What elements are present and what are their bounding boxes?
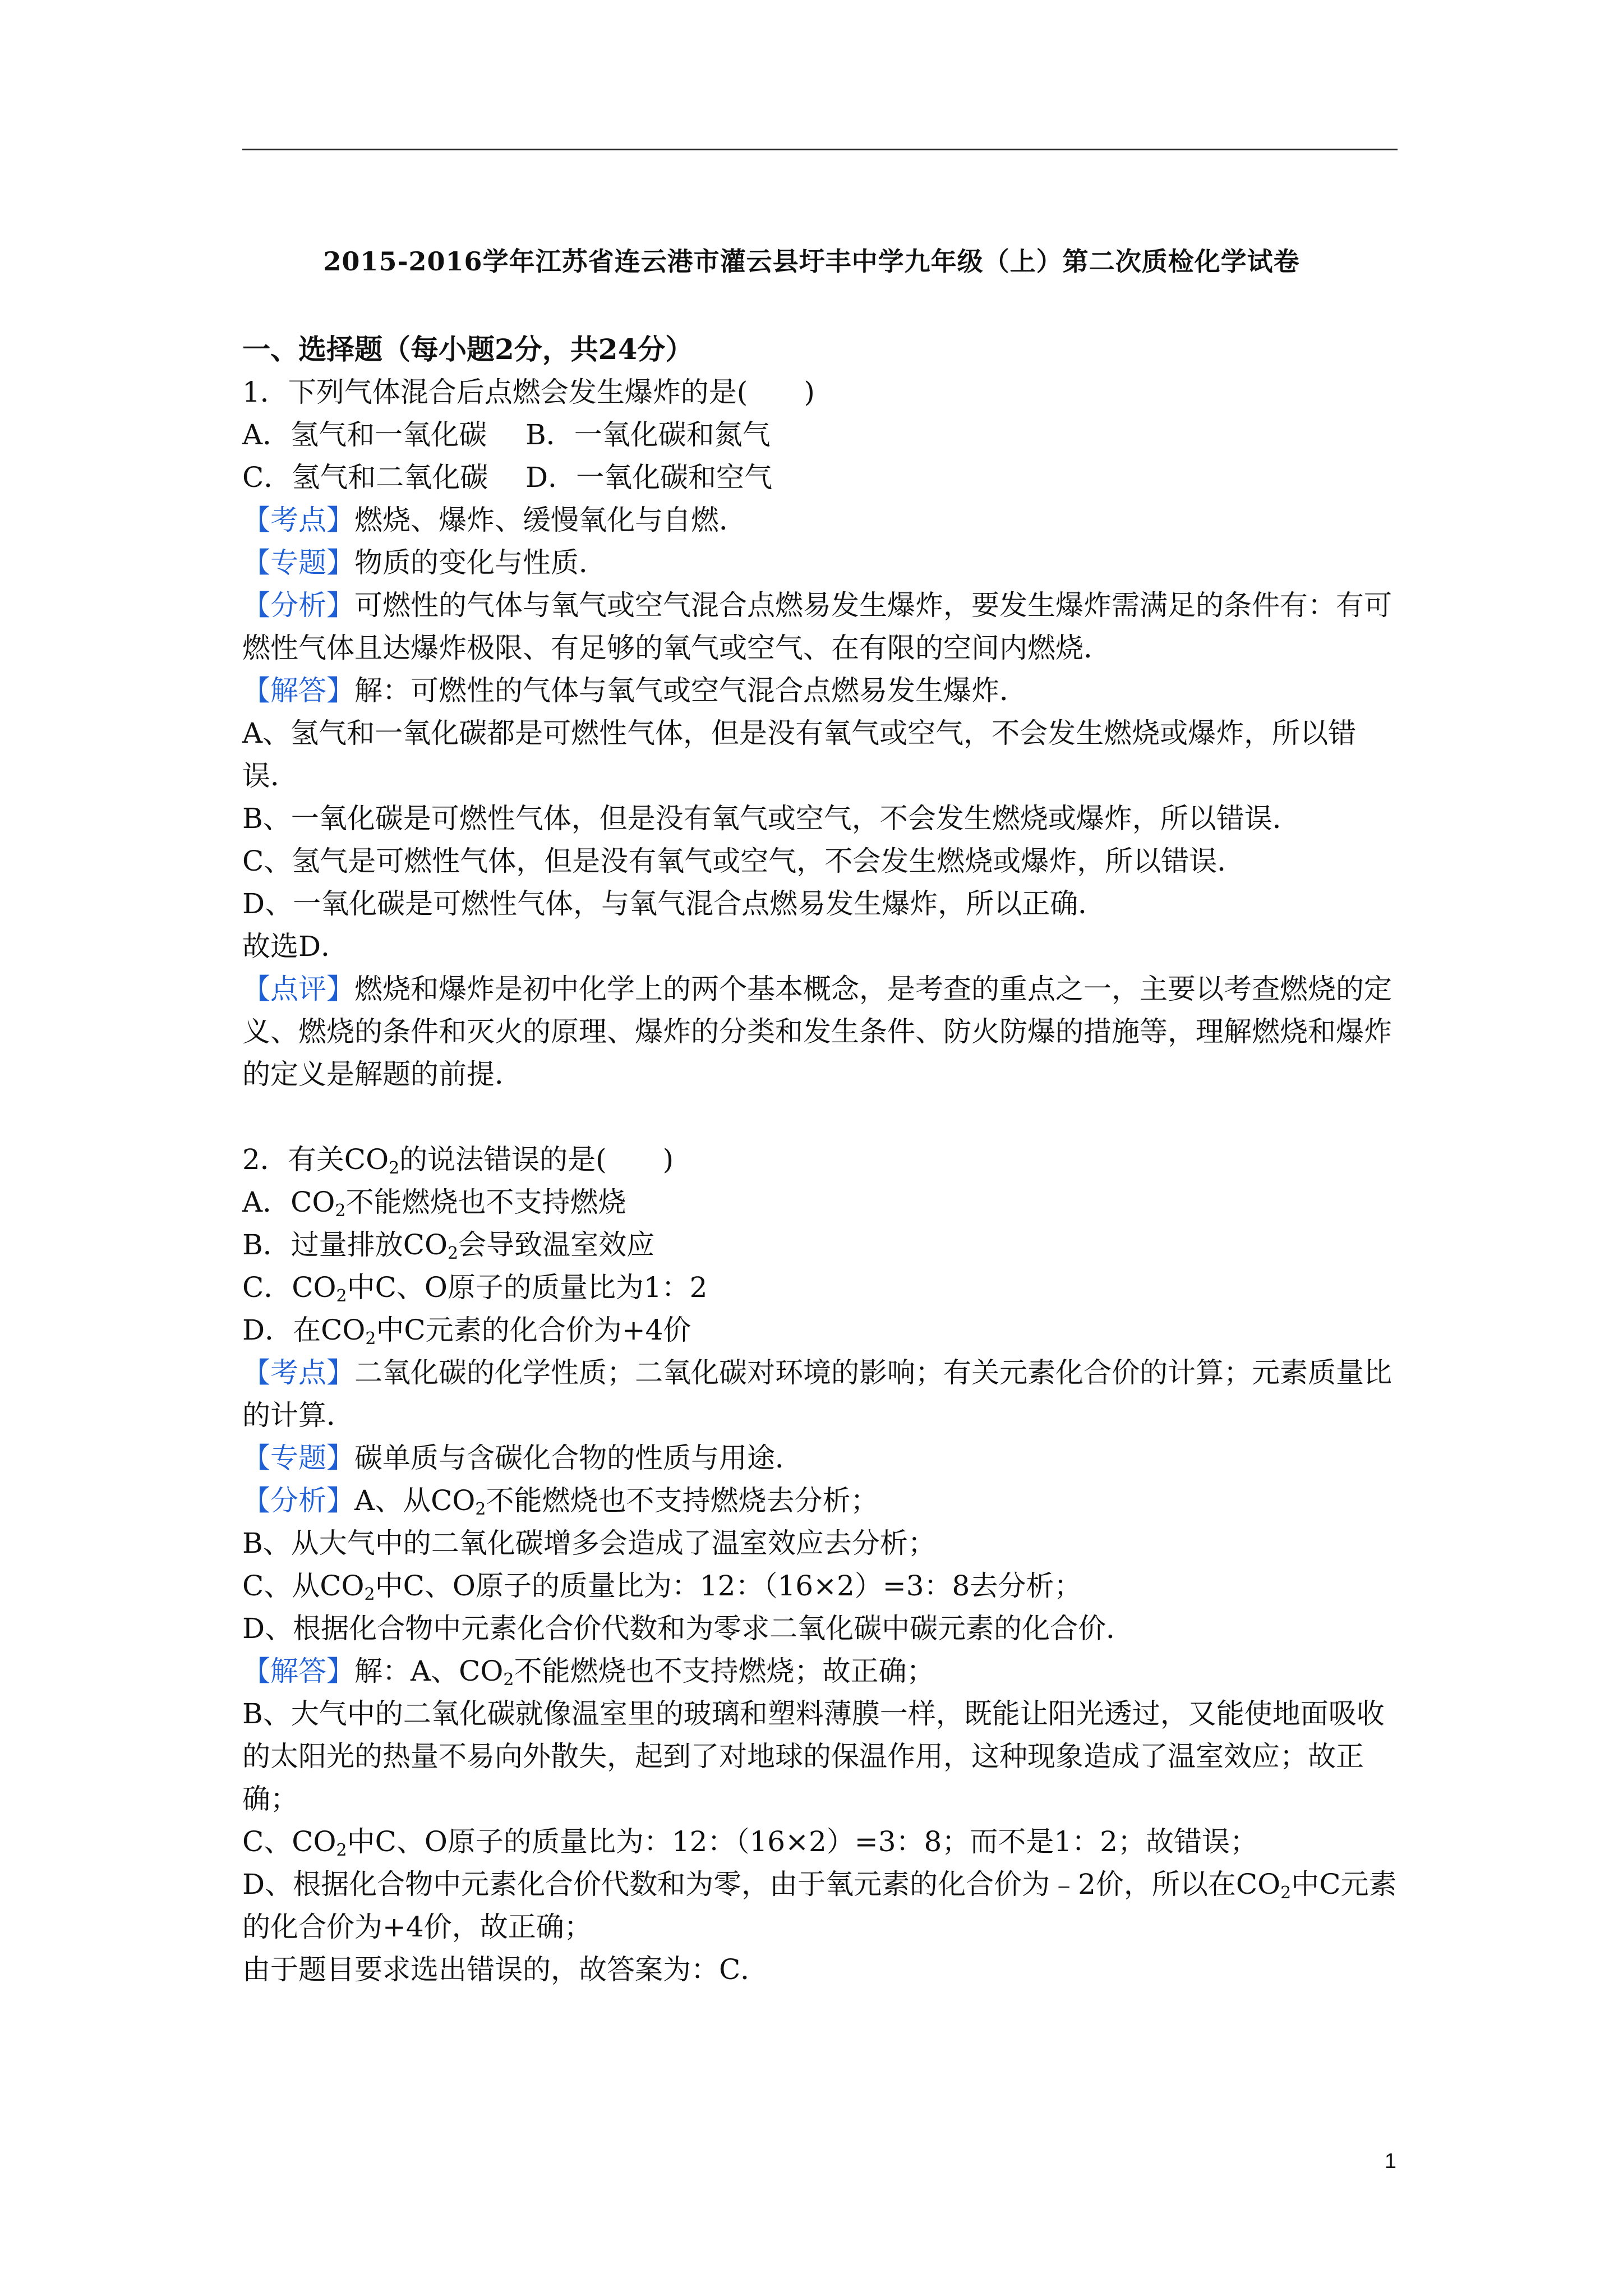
q1-zhuanti: 【专题】物质的变化与性质．	[242, 546, 607, 579]
section-heading: 一、选择题（每小题2分，共24分）	[242, 333, 694, 366]
q1-jieda-b: B、一氧化碳是可燃性气体，但是没有氧气或空气，不会发生燃烧或爆炸，所以错误．	[242, 802, 1301, 835]
q1-jieda: 【解答】解：可燃性的气体与氧气或空气混合点燃易发生爆炸．	[242, 674, 1027, 707]
kaodian-tag: 【考点】	[242, 504, 354, 536]
q2-fenxi-b: B、从大气中的二氧化碳增多会造成了温室效应去分析；	[242, 1527, 936, 1559]
jieda-tag: 【解答】	[242, 674, 354, 707]
q2-jieda-d: D、根据化合物中元素化合价代数和为零，由于氧元素的化合价为﹣2价，所以在$CO_2$中C元素的化合价为+4价，故正确；	[242, 1868, 1397, 1943]
q2-option-a: A．$CO_2$不能燃烧也不支持燃烧	[242, 1186, 626, 1221]
zhuanti-tag: 【专题】	[242, 546, 354, 579]
q1-options-row-2	[242, 456, 1403, 499]
q2-fenxi: 【分析】A、从$CO_2$不能燃烧也不支持燃烧去分析；	[242, 1484, 879, 1519]
q1-fenxi: 【分析】可燃性的气体与氧气或空气混合点燃易发生爆炸，要发生爆炸需满足的条件有：有可燃性气体且达爆炸极限、有足够的氧气或空气、在有限的空间内燃烧．	[242, 589, 1392, 664]
question-gap	[242, 1096, 1403, 1138]
q2-fenxi-d: D、根据化合物中元素化合价代数和为零求二氧化碳中碳元素的化合价．	[242, 1612, 1135, 1645]
q1-option-a: A．氢气和一氧化碳	[242, 418, 487, 451]
q1-jieda-a: A、氢气和一氧化碳都是可燃性气体，但是没有氧气或空气，不会发生燃烧或爆炸，所以错误．	[242, 717, 1357, 792]
zhuanti-tag: 【专题】	[242, 1442, 354, 1474]
page-number: 1	[1384, 2150, 1396, 2173]
dianping-tag: 【点评】	[242, 973, 354, 1005]
q1-option-d: D．一氧化碳和空气	[525, 461, 773, 494]
q2-jieda-c: C、$CO_2$中C、O原子的质量比为：12：（16×2）=3：8；而不是1：2；故错误；	[242, 1825, 1258, 1860]
q2-option-c: C．$CO_2$中C、O原子的质量比为1：2	[242, 1271, 708, 1306]
q2-fenxi-c: C、从$CO_2$中C、O原子的质量比为：12：（16×2）=3：8去分析；	[242, 1570, 1082, 1604]
q1-dianping: 【点评】燃烧和爆炸是初中化学上的两个基本概念，是考查的重点之一，主要以考查燃烧的定义、燃烧的条件和灭火的原理、爆炸的分类和发生条件、防火防爆的措施等，理解燃烧和爆炸的定义是解题的前提．	[242, 973, 1392, 1091]
header-rule	[242, 149, 1398, 150]
kaodian-tag: 【考点】	[242, 1356, 354, 1389]
jieda-tag: 【解答】	[242, 1655, 354, 1687]
q2-jieda-b: B、大气中的二氧化碳就像温室里的玻璃和塑料薄膜一样，既能让阳光透过，又能使地面吸收的太阳光的热量不易向外散失，起到了对地球的保温作用，这种现象造成了温室效应；故正确；	[242, 1697, 1385, 1815]
document-body	[242, 328, 1403, 1991]
fenxi-tag: 【分析】	[242, 589, 354, 622]
document-title: 2015-2016学年江苏省连云港市灌云县圩丰中学九年级（上）第二次质检化学试卷	[323, 246, 1300, 277]
q2-kaodian: 【考点】二氧化碳的化学性质；二氧化碳对环境的影响；有关元素化合价的计算；元素质量比的计算．	[242, 1356, 1392, 1432]
q2-jieda: 【解答】解：A、$CO_2$不能燃烧也不支持燃烧；故正确；	[242, 1655, 935, 1690]
q1-jieda-c: C、氢气是可燃性气体，但是没有氧气或空气，不会发生燃烧或爆炸，所以错误．	[242, 845, 1246, 877]
q2-option-d: D．在$CO_2$中C元素的化合价为+4价	[242, 1314, 691, 1349]
q1-jieda-d: D、一氧化碳是可燃性气体，与氧气混合点燃易发生爆炸，所以正确．	[242, 887, 1106, 920]
fenxi-tag: 【分析】	[242, 1484, 354, 1517]
q1-kaodian: 【考点】燃烧、爆炸、缓慢氧化与自燃．	[242, 504, 747, 536]
q1-answer: 故选D．	[242, 930, 349, 963]
q2-conclusion: 由于题目要求选出错误的，故答案为：C．	[242, 1953, 769, 1986]
q1-options-row-1	[242, 413, 1403, 456]
q1-stem: 1．下列气体混合后点燃会发生爆炸的是( )	[242, 376, 815, 408]
q1-option-b: B．一氧化碳和氮气	[525, 418, 771, 451]
q2-zhuanti: 【专题】碳单质与含碳化合物的性质与用途．	[242, 1442, 803, 1474]
q1-option-c: C．氢气和二氧化碳	[242, 461, 488, 494]
q2-option-b: B．过量排放$CO_2$会导致温室效应	[242, 1228, 655, 1263]
q2-stem: 2．有关$CO_2$的说法错误的是( )	[242, 1143, 674, 1178]
